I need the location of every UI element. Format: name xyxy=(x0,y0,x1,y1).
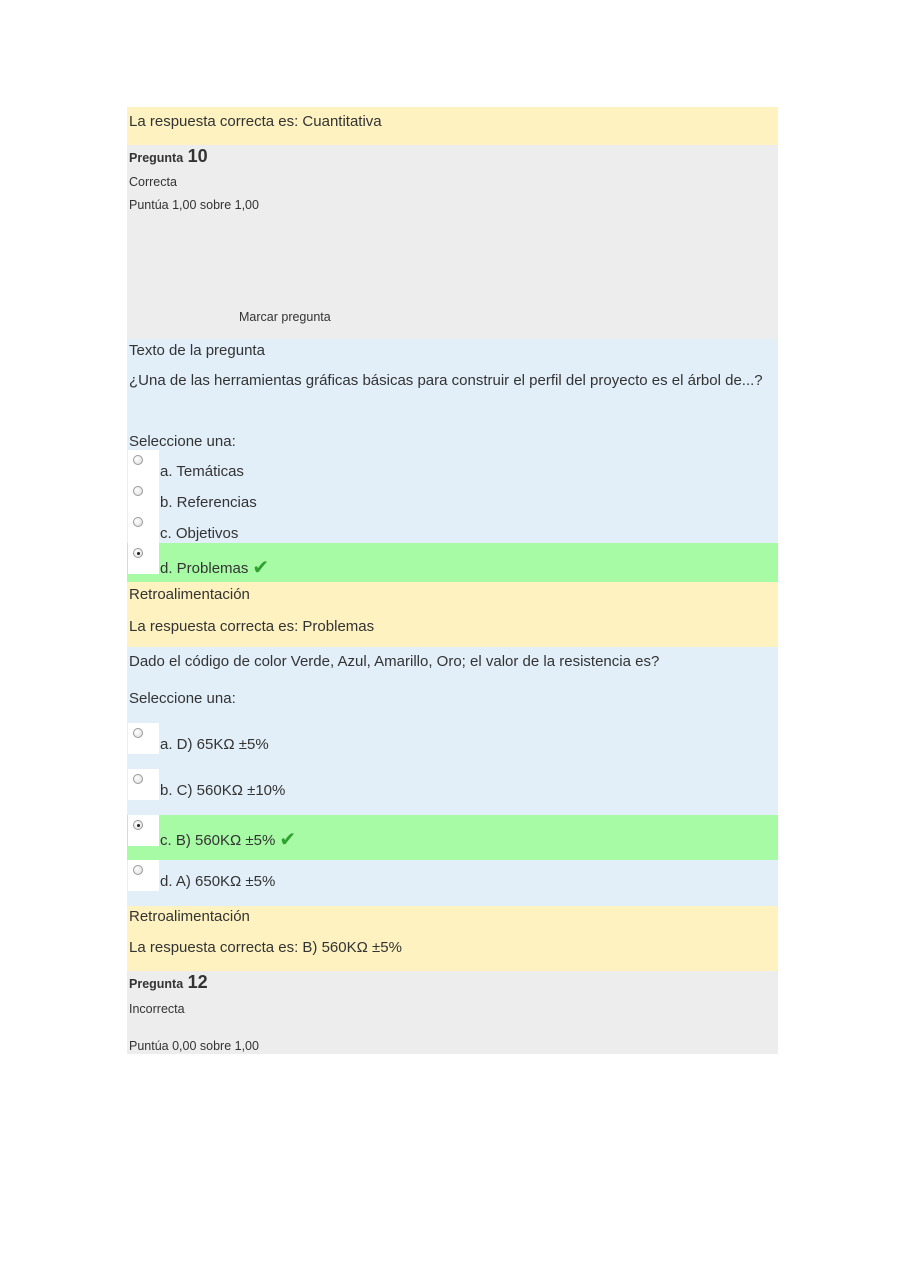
radio-button[interactable] xyxy=(133,517,143,527)
radio-button-checked[interactable] xyxy=(133,548,143,558)
answer-option[interactable] xyxy=(127,481,778,512)
option-label: c. B) 560KΩ ±5% xyxy=(160,832,276,849)
question-number: Pregunta 10 xyxy=(129,146,208,166)
radio-button[interactable] xyxy=(133,486,143,496)
answer-option-selected[interactable] xyxy=(127,815,778,860)
correct-answer-text: La respuesta correcta es: Cuantitativa xyxy=(129,113,382,130)
feedback-heading: Retroalimentación xyxy=(129,586,250,603)
radio-button-checked[interactable] xyxy=(133,820,143,830)
radio-button[interactable] xyxy=(133,728,143,738)
checkmark-icon: ✔ xyxy=(279,829,297,851)
question-11-feedback xyxy=(127,906,778,971)
flag-question-link[interactable]: Marcar pregunta xyxy=(239,310,331,324)
checkmark-icon: ✔ xyxy=(252,557,270,579)
option-label: d. A) 650KΩ ±5% xyxy=(160,873,276,890)
radio-button[interactable] xyxy=(133,865,143,875)
option-label: b. C) 560KΩ ±10% xyxy=(160,782,286,799)
question-10-info xyxy=(127,145,778,339)
question-number: Pregunta 12 xyxy=(129,972,208,992)
select-one-prompt: Seleccione una: xyxy=(129,690,236,707)
question-text: Dado el código de color Verde, Azul, Amarillo, Oro; el valor de la resistencia es? xyxy=(129,653,660,670)
radio-button[interactable] xyxy=(133,455,143,465)
correct-answer-text: La respuesta correcta es: Problemas xyxy=(129,618,375,635)
option-label: b. Referencias xyxy=(160,494,257,511)
feedback-heading: Retroalimentación xyxy=(129,908,250,925)
question-text: ¿Una de las herramientas gráficas básicas para construir el perfil del proyecto es el árbol de...? xyxy=(129,372,763,389)
question-grade: Puntúa 0,00 sobre 1,00 xyxy=(129,1039,259,1053)
option-label: d. Problemas xyxy=(160,560,249,577)
question-10-feedback xyxy=(127,582,778,647)
option-label: a. D) 65KΩ ±5% xyxy=(160,736,269,753)
question-state: Correcta xyxy=(129,175,177,189)
option-label: a. Temáticas xyxy=(160,463,244,480)
answer-option[interactable] xyxy=(127,723,778,769)
answer-option[interactable] xyxy=(127,450,778,481)
question-12-info xyxy=(127,971,778,1054)
flag-placeholder xyxy=(127,222,237,315)
answer-option-selected[interactable] xyxy=(127,543,778,582)
option-label: c. Objetivos xyxy=(160,525,239,542)
select-one-prompt: Seleccione una: xyxy=(129,433,236,450)
radio-button[interactable] xyxy=(133,774,143,784)
answer-option[interactable] xyxy=(127,512,778,543)
question-state: Incorrecta xyxy=(129,1002,185,1016)
previous-feedback xyxy=(127,107,778,145)
question-grade: Puntúa 1,00 sobre 1,00 xyxy=(129,198,259,212)
answer-option[interactable] xyxy=(127,860,778,906)
answer-option[interactable] xyxy=(127,769,778,815)
question-text-heading: Texto de la pregunta xyxy=(129,342,265,359)
correct-answer-text: La respuesta correcta es: B) 560KΩ ±5% xyxy=(129,939,402,956)
